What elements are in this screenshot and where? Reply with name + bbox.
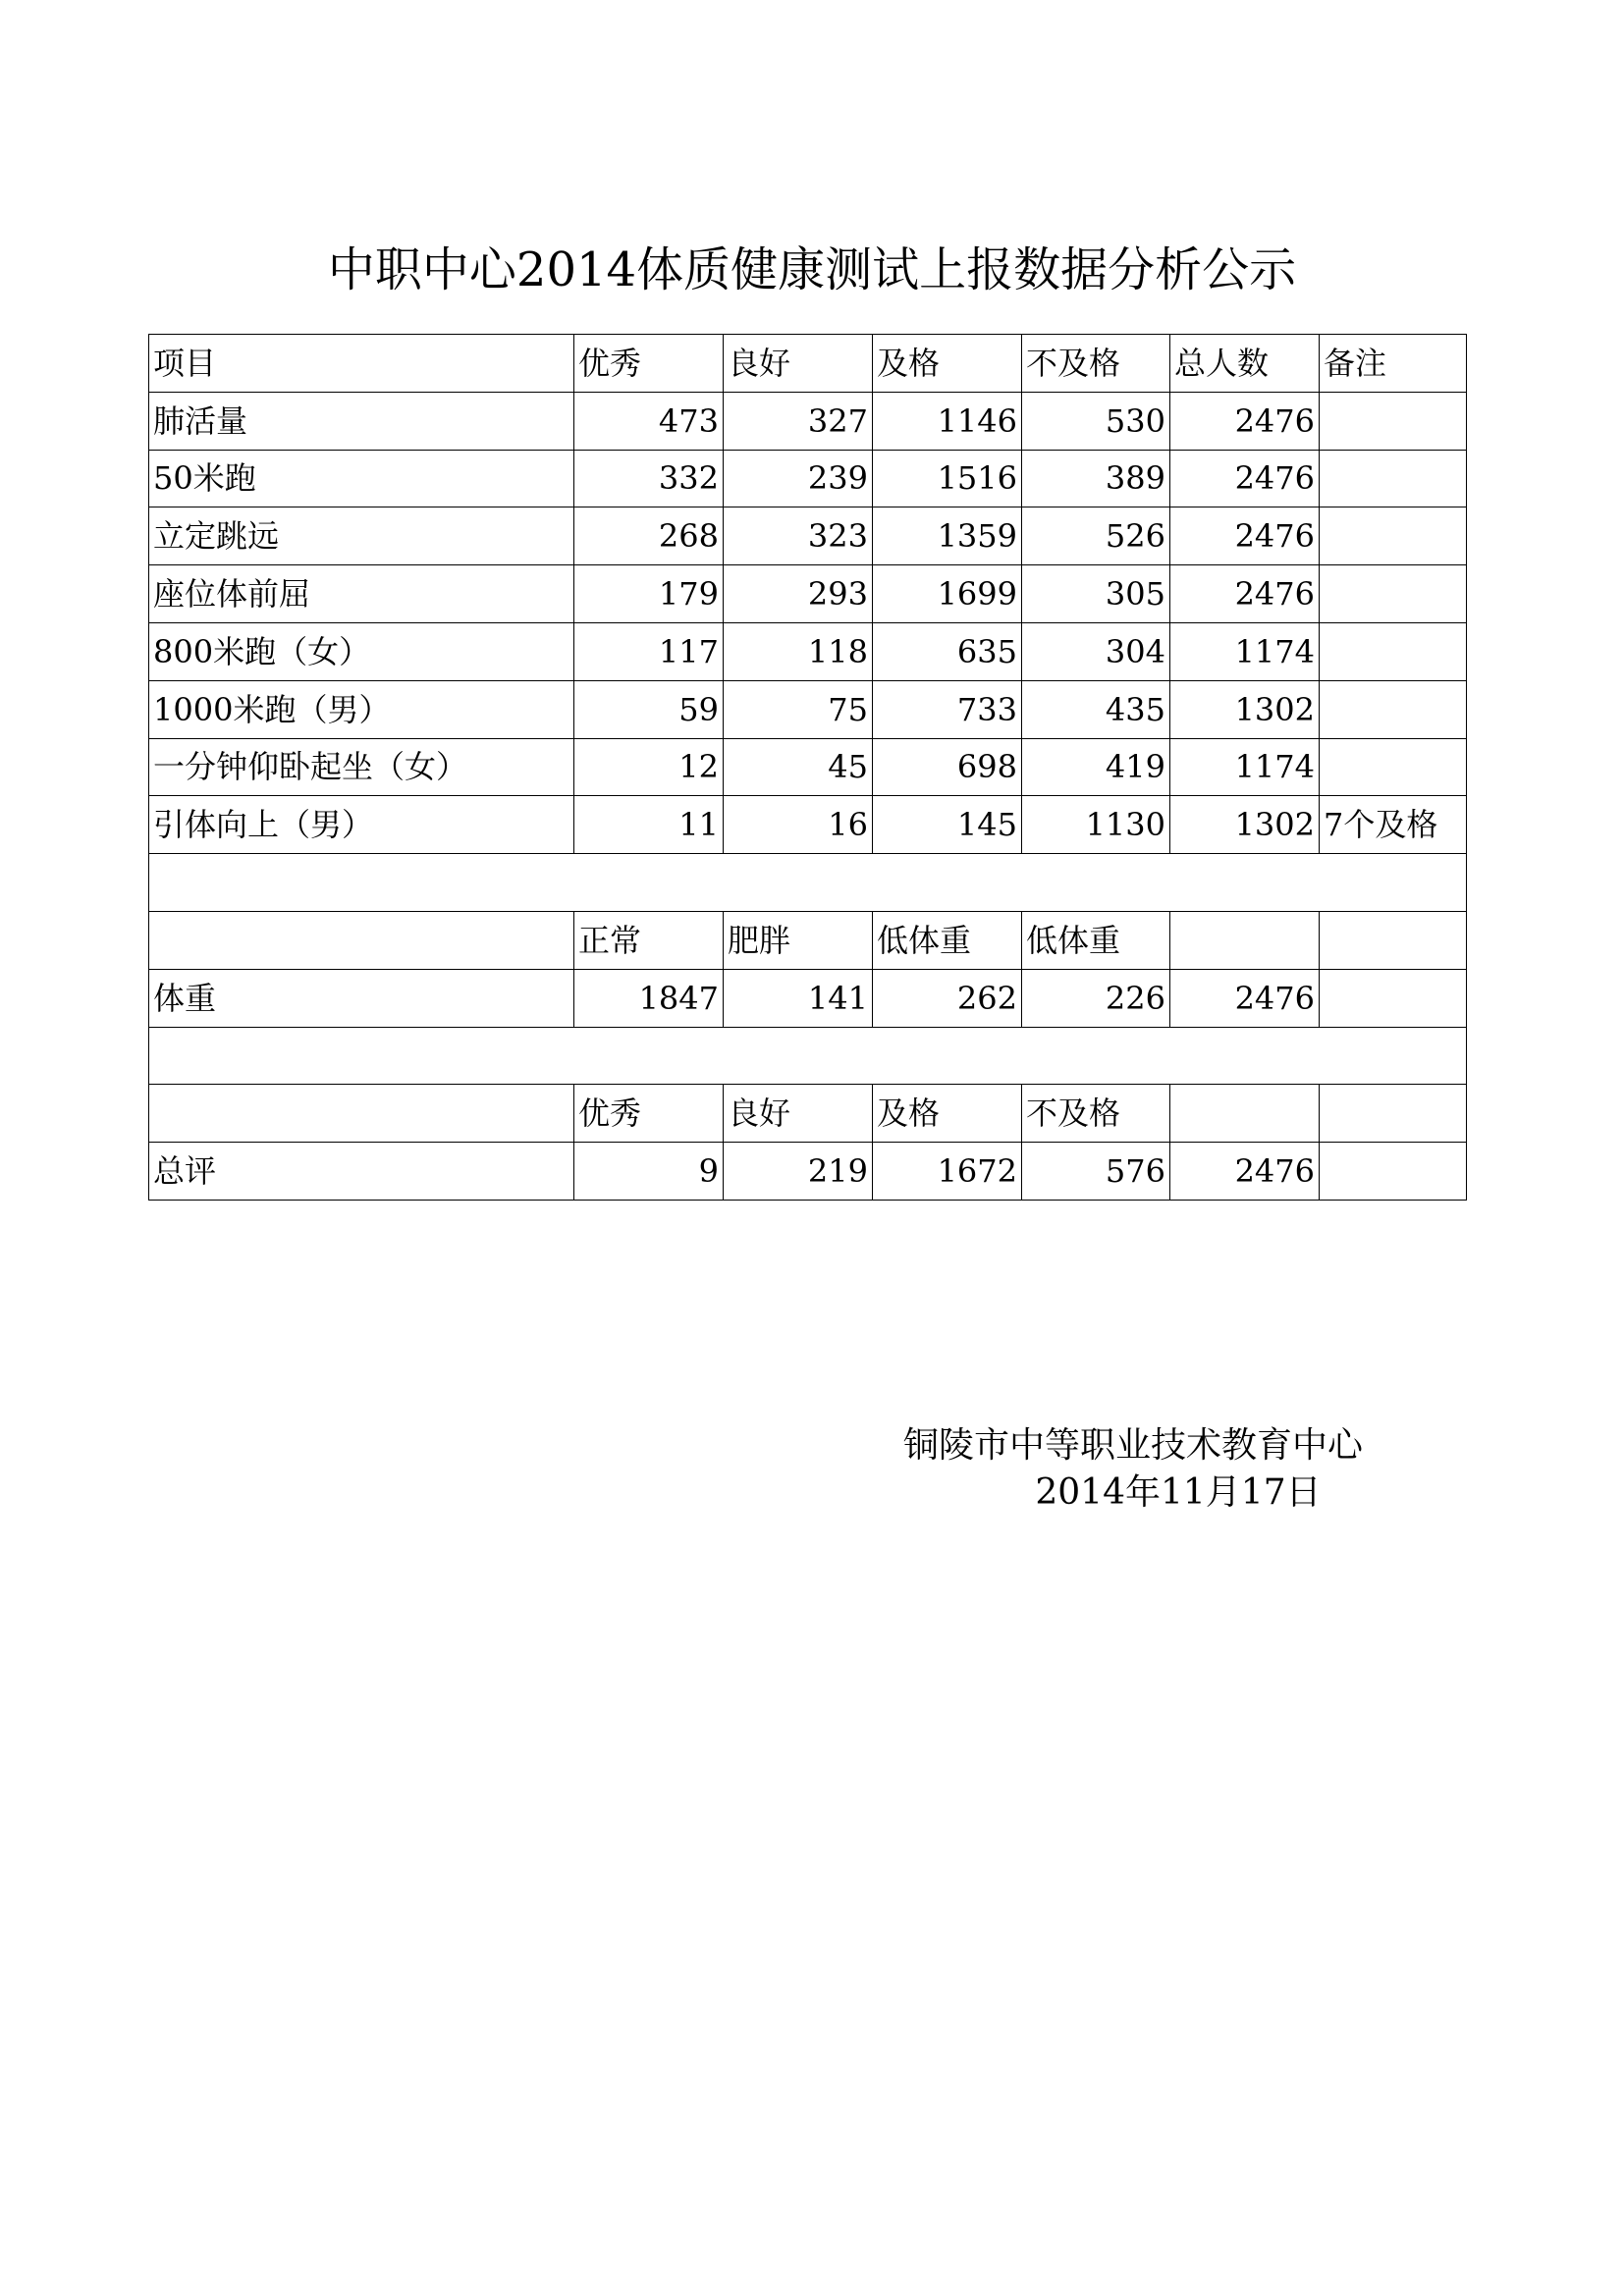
value-cell: 179 xyxy=(574,565,724,623)
table-row xyxy=(149,622,1467,680)
value-cell: 293 xyxy=(724,565,873,623)
value-cell: 141 xyxy=(724,969,873,1027)
value-cell: 1174 xyxy=(1170,738,1320,796)
value-cell: 1302 xyxy=(1170,796,1320,854)
note-cell xyxy=(1320,969,1467,1027)
header-cell: 项目 xyxy=(149,335,574,393)
header-cell: 低体重 xyxy=(873,911,1022,969)
table-row xyxy=(149,392,1467,450)
overall-header-row xyxy=(149,1085,1467,1143)
header-cell: 及格 xyxy=(873,335,1022,393)
value-cell: 526 xyxy=(1022,507,1170,565)
value-cell: 2476 xyxy=(1170,507,1320,565)
blank-cell xyxy=(149,854,1467,912)
row-label: 立定跳远 xyxy=(149,507,574,565)
header-cell: 优秀 xyxy=(574,335,724,393)
value-cell: 530 xyxy=(1022,392,1170,450)
header-cell: 及格 xyxy=(873,1085,1022,1143)
value-cell: 1130 xyxy=(1022,796,1170,854)
value-cell: 1359 xyxy=(873,507,1022,565)
value-cell: 323 xyxy=(724,507,873,565)
value-cell: 45 xyxy=(724,738,873,796)
header-cell: 备注 xyxy=(1320,335,1467,393)
value-cell: 1847 xyxy=(574,969,724,1027)
value-cell: 2476 xyxy=(1170,1143,1320,1201)
note-cell xyxy=(1320,450,1467,507)
header-cell: 肥胖 xyxy=(724,911,873,969)
header-cell: 良好 xyxy=(724,1085,873,1143)
value-cell: 1146 xyxy=(873,392,1022,450)
weight-row xyxy=(149,969,1467,1027)
signature-organization: 铜陵市中等职业技术教育中心 xyxy=(903,1425,1364,1466)
note-cell xyxy=(1320,738,1467,796)
row-label: 总评 xyxy=(149,1143,574,1201)
value-cell: 2476 xyxy=(1170,565,1320,623)
note-cell xyxy=(1320,622,1467,680)
value-cell: 16 xyxy=(724,796,873,854)
table-row xyxy=(149,450,1467,507)
value-cell: 435 xyxy=(1022,680,1170,738)
value-cell: 118 xyxy=(724,622,873,680)
row-label: 1000米跑（男） xyxy=(149,680,574,738)
table-row xyxy=(149,738,1467,796)
value-cell: 389 xyxy=(1022,450,1170,507)
value-cell: 11 xyxy=(574,796,724,854)
blank-separator-row xyxy=(149,1027,1467,1085)
value-cell: 1699 xyxy=(873,565,1022,623)
value-cell: 635 xyxy=(873,622,1022,680)
header-cell: 不及格 xyxy=(1022,335,1170,393)
value-cell: 59 xyxy=(574,680,724,738)
table-row xyxy=(149,565,1467,623)
value-cell: 9 xyxy=(574,1143,724,1201)
blank-cell xyxy=(1320,911,1467,969)
value-cell: 698 xyxy=(873,738,1022,796)
value-cell: 733 xyxy=(873,680,1022,738)
value-cell: 226 xyxy=(1022,969,1170,1027)
table-row xyxy=(149,680,1467,738)
header-cell: 总人数 xyxy=(1170,335,1320,393)
weight-header-row xyxy=(149,911,1467,969)
value-cell: 219 xyxy=(724,1143,873,1201)
row-label: 50米跑 xyxy=(149,450,574,507)
blank-cell xyxy=(1170,911,1320,969)
value-cell: 473 xyxy=(574,392,724,450)
note-cell xyxy=(1320,565,1467,623)
blank-cell xyxy=(149,1085,574,1143)
signature-date: 2014年11月17日 xyxy=(1035,1472,1322,1513)
value-cell: 268 xyxy=(574,507,724,565)
header-cell: 良好 xyxy=(724,335,873,393)
note-cell xyxy=(1320,507,1467,565)
value-cell: 145 xyxy=(873,796,1022,854)
value-cell: 304 xyxy=(1022,622,1170,680)
value-cell: 327 xyxy=(724,392,873,450)
header-cell: 优秀 xyxy=(574,1085,724,1143)
row-label: 引体向上（男） xyxy=(149,796,574,854)
overall-row xyxy=(149,1143,1467,1201)
row-label: 体重 xyxy=(149,969,574,1027)
header-cell: 正常 xyxy=(574,911,724,969)
header-cell: 低体重 xyxy=(1022,911,1170,969)
value-cell: 1174 xyxy=(1170,622,1320,680)
row-label: 一分钟仰卧起坐（女） xyxy=(149,738,574,796)
note-cell xyxy=(1320,680,1467,738)
value-cell: 2476 xyxy=(1170,450,1320,507)
header-cell: 不及格 xyxy=(1022,1085,1170,1143)
row-label: 肺活量 xyxy=(149,392,574,450)
blank-cell xyxy=(1320,1085,1467,1143)
value-cell: 117 xyxy=(574,622,724,680)
value-cell: 12 xyxy=(574,738,724,796)
note-cell xyxy=(1320,392,1467,450)
note-cell xyxy=(1320,1143,1467,1201)
row-label: 800米跑（女） xyxy=(149,622,574,680)
page-title: 中职中心2014体质健康测试上报数据分析公示 xyxy=(327,242,1297,297)
value-cell: 75 xyxy=(724,680,873,738)
blank-separator-row xyxy=(149,854,1467,912)
blank-cell xyxy=(149,911,574,969)
value-cell: 576 xyxy=(1022,1143,1170,1201)
value-cell: 262 xyxy=(873,969,1022,1027)
value-cell: 1672 xyxy=(873,1143,1022,1201)
value-cell: 2476 xyxy=(1170,392,1320,450)
table-row xyxy=(149,796,1467,854)
value-cell: 1302 xyxy=(1170,680,1320,738)
row-label: 座位体前屈 xyxy=(149,565,574,623)
data-table xyxy=(148,334,1467,1201)
value-cell: 332 xyxy=(574,450,724,507)
blank-cell xyxy=(1170,1085,1320,1143)
value-cell: 2476 xyxy=(1170,969,1320,1027)
signature-block xyxy=(903,1423,1434,1516)
table-header-row xyxy=(149,335,1467,393)
value-cell: 239 xyxy=(724,450,873,507)
value-cell: 419 xyxy=(1022,738,1170,796)
value-cell: 1516 xyxy=(873,450,1022,507)
blank-cell xyxy=(149,1027,1467,1085)
note-cell: 7个及格 xyxy=(1320,796,1467,854)
table-row xyxy=(149,507,1467,565)
value-cell: 305 xyxy=(1022,565,1170,623)
